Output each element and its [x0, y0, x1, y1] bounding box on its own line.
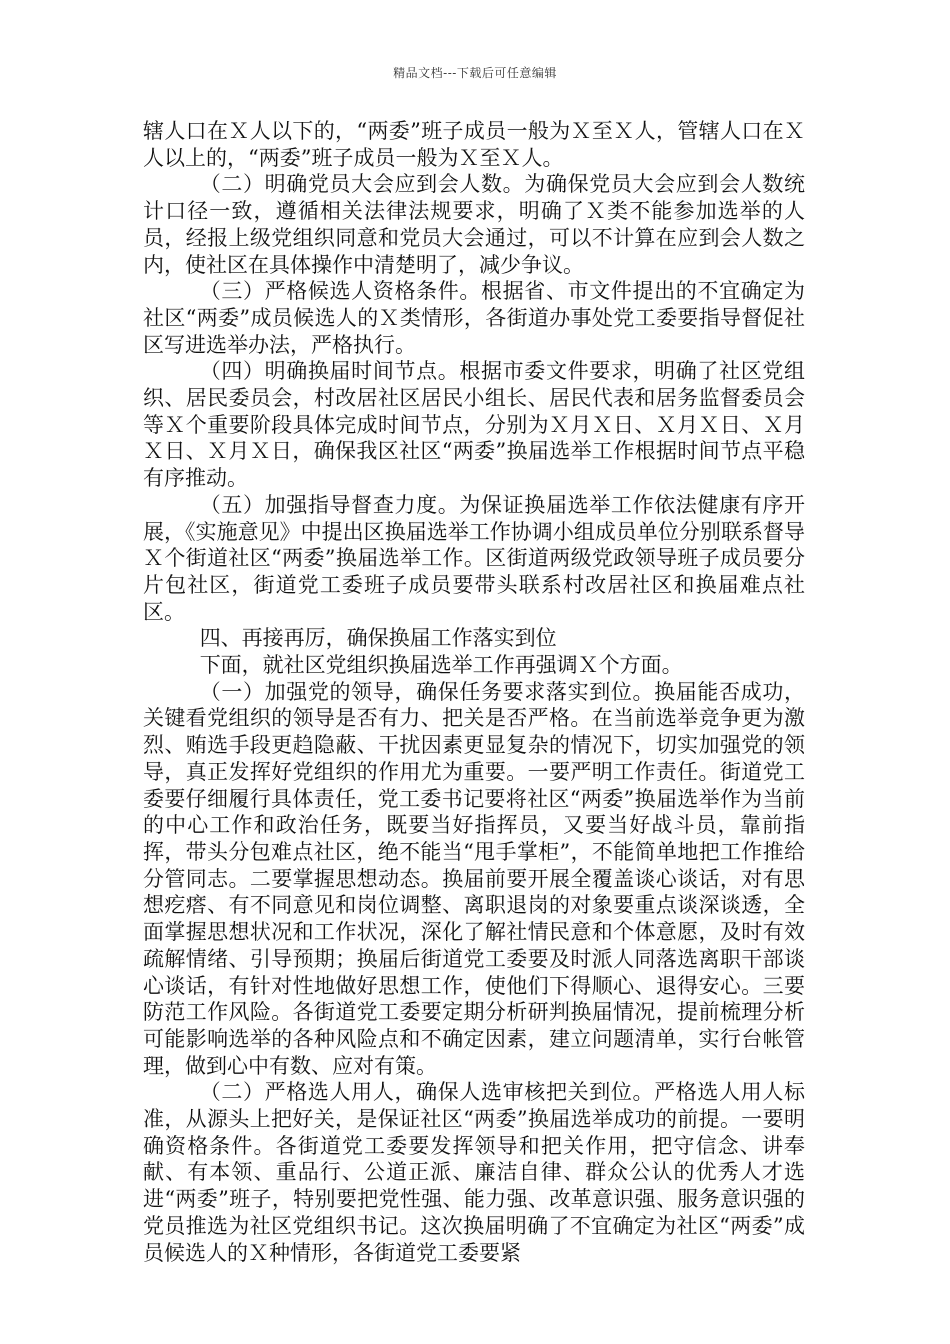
document-body — [143, 118, 805, 1266]
paragraph-8: （一）加强党的领导，确保任务要求落实到位。换届能否成功，关键看党组织的领导是否有力、把关是否严格。在当前选举竞争更为激烈、贿选手段更趋隐蔽、干扰因素更显复杂的情况下，切实加强党的领导，真正发挥好党组织的作用尤为重要。一要严明工作责任。街道党工委要仔细履行具体责任，党工委书记要将社区“两委”换届选举作为当前的中心工作和政治任务，既要当好指挥员，又要当好战斗员，靠前指挥，带头分包难点社区，绝不能当“甩手掌柜”，不能简单地把工作推给分管同志。二要掌握思想动态。换届前要开展全覆盖谈心谈话，对有思想疙瘩、有不同意见和岗位调整、离职退岗的对象要重点谈深谈透，全面掌握思想状况和工作状况，深化了解社情民意和个体意愿，及时有效疏解情绪、引导预期；换届后街道党工委要及时派人同落选离职干部谈心谈话，有针对性地做好思想工作，使他们下得顺心、退得安心。三要防范工作风险。各街道党工委要定期分析研判换届情况，提前梳理分析可能影响选举的各种风险点和不确定因素，建立问题清单，实行台帐管理，做到心中有数、应对有策。 — [143, 679, 805, 1078]
paragraph-5: （五）加强指导督查力度。为保证换届选举工作依法健康有序开展，《实施意见》中提出区换届选举工作协调小组成员单位分别联系督导Ｘ个街道社区“两委”换届选举工作。区街道两级党政领导班子成员要分片包社区，街道党工委班子成员要带头联系村改居社区和换届难点社区。 — [143, 492, 805, 624]
paragraph-9: （二）严格选人用人，确保人选审核把关到位。严格选人用人标准，从源头上把好关，是保证社区“两委”换届选举成功的前提。一要明确资格条件。各街道党工委要发挥领导和把关作用，把守信念、讲奉献、有本领、重品行、公道正派、廉洁自律、群众公认的优秀人才选进“两委”班子，特别要把党性强、能力强、改革意识强、服务意识强的党员推选为社区党组织书记。这次换届明确了不宜确定为社区“两委”成员候选人的Ｘ种情形，各街道党工委要紧 — [143, 1080, 805, 1265]
paragraph-7: 下面，就社区党组织换届选举工作再强调Ｘ个方面。 — [199, 653, 683, 678]
paragraph-3: （三）严格候选人资格条件。根据省、市文件提出的不宜确定为社区“两委”成员候选人的Ｘ类情形，各街道办事处党工委要指导督促社区写进选举办法，严格执行。 — [143, 279, 805, 357]
section-heading-4: 四、再接再厉，确保换届工作落实到位 — [199, 626, 557, 651]
paragraph-1: 辖人口在Ｘ人以下的，“两委”班子成员一般为Ｘ至Ｘ人，管辖人口在Ｘ人以上的，“两委”班子成员一般为Ｘ至Ｘ人。 — [143, 119, 805, 170]
page-header: 精品文档---下载后可任意编辑 — [393, 66, 557, 80]
paragraph-2: （二）明确党员大会应到会人数。为确保党员大会应到会人数统计口径一致，遵循相关法律法规要求，明确了Ｘ类不能参加选举的人员，经报上级党组织同意和党员大会通过，可以不计算在应到会人数之内，使社区在具体操作中清楚明了，减少争议。 — [143, 172, 805, 277]
paragraph-4: （四）明确换届时间节点。根据市委文件要求，明确了社区党组织、居民委员会，村改居社区居民小组长、居民代表和居务监督委员会等Ｘ个重要阶段具体完成时间节点，分别为Ｘ月Ｘ日、Ｘ月Ｘ日、Ｘ月Ｘ日、Ｘ月Ｘ日，确保我区社区“两委”换届选举工作根据时间节点平稳有序推动。 — [143, 359, 805, 491]
